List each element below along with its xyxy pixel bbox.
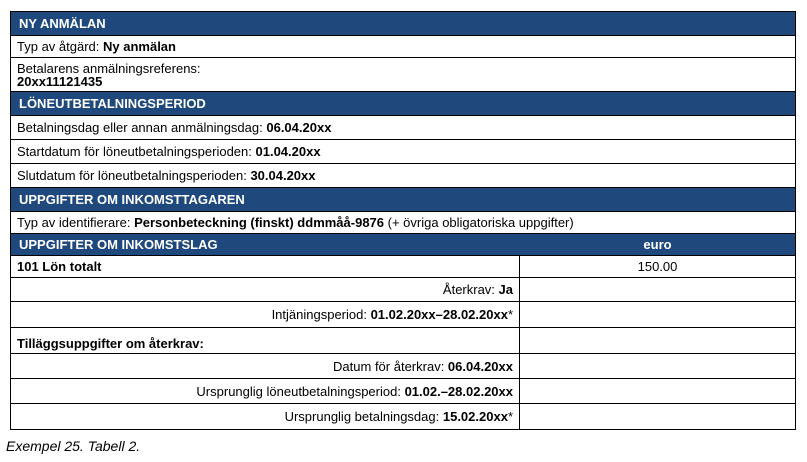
row-label-bold: Ja bbox=[498, 282, 513, 297]
table-caption: Exempel 25. Tabell 2. bbox=[6, 438, 141, 454]
row-label: Ursprunglig betalningsdag: bbox=[284, 409, 443, 424]
table-row bbox=[11, 301, 795, 327]
section-header-income-type bbox=[11, 233, 795, 255]
payday-row bbox=[11, 115, 795, 139]
start-date-row bbox=[11, 139, 795, 163]
table-row bbox=[11, 378, 795, 403]
row-value-cell bbox=[520, 404, 795, 429]
section-title: LÖNEUTBETALNINGSPERIOD bbox=[19, 96, 206, 111]
row-value-cell bbox=[520, 278, 795, 301]
start-date-value: 01.04.20xx bbox=[255, 144, 321, 159]
row-label: Datum för återkrav: bbox=[333, 358, 448, 374]
section-header-income-earner bbox=[11, 187, 795, 211]
payer-reference-row bbox=[11, 57, 795, 91]
start-date-label: Startdatum för löneutbetalningsperioden: bbox=[17, 144, 256, 159]
section-title: UPPGIFTER OM INKOMSTSLAG bbox=[19, 237, 218, 252]
end-date-value: 30.04.20xx bbox=[250, 168, 316, 183]
row-label: Ursprunglig löneutbetalningsperiod: bbox=[196, 383, 405, 399]
identifier-value: Personbeteckning (finskt) ddmmåå-9876 bbox=[134, 215, 385, 230]
row-label-cell bbox=[11, 328, 520, 353]
row-label-cell bbox=[11, 278, 520, 301]
row-label-cell bbox=[11, 404, 520, 429]
row-label: Intjäningsperiod: bbox=[271, 307, 371, 322]
table-row bbox=[11, 353, 795, 378]
payday-value: 06.04.20xx bbox=[266, 120, 332, 135]
identifier-suffix: (+ övriga obligatoriska uppgifter) bbox=[384, 215, 574, 230]
end-date-label: Slutdatum för löneutbetalningsperioden: bbox=[17, 168, 251, 183]
payer-reference-value: 20xx11121435 bbox=[17, 73, 103, 89]
action-type-value: Ny anmälan bbox=[103, 39, 176, 54]
currency-header-cell bbox=[520, 234, 795, 255]
table-row bbox=[11, 277, 795, 301]
identifier-row bbox=[11, 211, 795, 233]
table-row bbox=[11, 327, 795, 353]
currency-header: euro bbox=[643, 237, 672, 252]
row-label-cell bbox=[11, 256, 520, 277]
row-label-bold: 06.04.20xx bbox=[447, 358, 513, 374]
section-header-new-report bbox=[11, 11, 795, 35]
table-row bbox=[11, 403, 795, 429]
income-type-title-cell bbox=[11, 234, 520, 255]
row-label-bold: Tilläggsuppgifter om återkrav: bbox=[17, 336, 204, 351]
payer-reference-label: Betalarens anmälningsreferens: bbox=[17, 60, 201, 76]
row-value-cell bbox=[520, 256, 795, 277]
row-value-cell bbox=[520, 354, 795, 378]
payday-label: Betalningsdag eller annan anmälningsdag: bbox=[17, 120, 267, 135]
row-label-cell bbox=[11, 302, 520, 327]
row-value-cell bbox=[520, 379, 795, 403]
row-label-bold: 01.02.20xx–28.02.20xx bbox=[370, 307, 508, 322]
row-label-suffix: * bbox=[507, 409, 513, 424]
end-date-row bbox=[11, 163, 795, 187]
row-label-bold: 01.02.–28.02.20xx bbox=[404, 383, 513, 399]
table-row bbox=[11, 255, 795, 277]
row-label-cell bbox=[11, 354, 520, 378]
row-label-suffix: * bbox=[507, 307, 513, 322]
action-type-row bbox=[11, 35, 795, 57]
row-value-cell bbox=[520, 302, 795, 327]
row-value-cell bbox=[520, 328, 795, 353]
section-title: UPPGIFTER OM INKOMSTTAGAREN bbox=[19, 192, 245, 207]
report-table bbox=[10, 11, 796, 430]
action-type-label: Typ av åtgärd: bbox=[17, 39, 103, 54]
section-title: NY ANMÄLAN bbox=[19, 16, 106, 31]
section-header-pay-period bbox=[11, 91, 795, 115]
row-label-bold: 101 Lön totalt bbox=[17, 259, 102, 274]
row-label-cell bbox=[11, 379, 520, 403]
row-value: 150.00 bbox=[637, 259, 678, 274]
row-label: Återkrav: bbox=[442, 282, 499, 297]
row-label-bold: 15.02.20xx bbox=[442, 409, 508, 424]
identifier-label: Typ av identifierare: bbox=[17, 215, 135, 230]
